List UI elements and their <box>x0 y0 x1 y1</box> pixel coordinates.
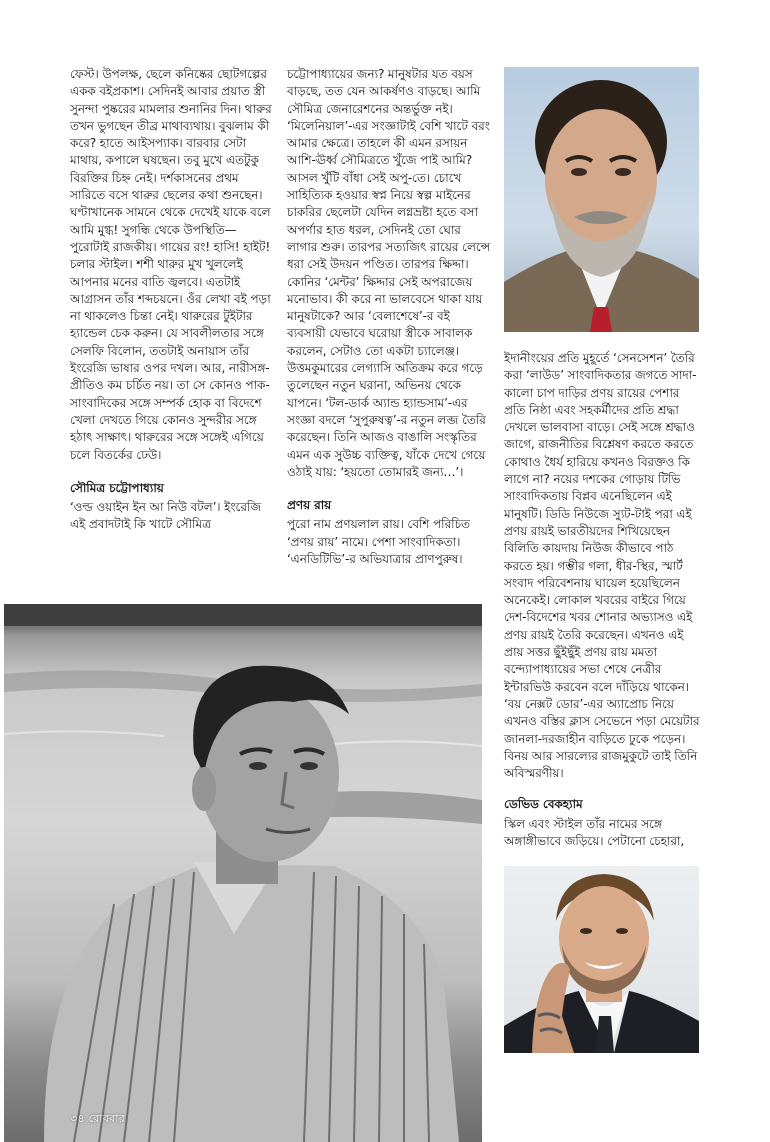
section-heading-beckham: ডেভিড বেকহ্যাম <box>504 797 583 812</box>
section-heading-soumitra: সৌমিত্র চট্টোপাধ্যায় <box>70 480 164 495</box>
article-column-1 <box>70 66 276 534</box>
portrait-photo-prannoy-roy <box>504 67 699 332</box>
body-paragraph: পুরো নাম প্রণয়লাল রায়। বেশি পরিচিত ‘প্রণয় রায়’ নামে। পেশা সাংবাদিকতা। ‘এনডিটিভি’-র অভিযাত্রার প্রাণপুরুষ। <box>287 517 470 567</box>
body-paragraph: চট্টোপাধ্যায়ের জন্য? মানুষটার যত বয়স বাড়ছে, তত যেন আকর্ষণও বাড়ছে। আমি সৌমিত্র জেনারেশনের অন্তর্ভুক্ত নই। ‘মিলেনিয়াল’-এর সংজ্ঞাটাই বেশি খাটে বরং আমার ক্ষেত্রে। তাহলে কী এমন রসায়ন আশি-ঊর্ধ্ব সৌমিত্রতে খুঁজে পাই আমি? আসল খুঁটি বাঁধা সেই অপু-তে। চোখে সাহিত্যিক হওয়ার স্বপ্ন নিয়ে স্বল্প মাইনের চাকরির ছেলেটা যেদিন লগ্নভ্রষ্টা হতে বসা অপর্ণার হাত ধরল, সেদিনই তো ঘোর লাগার শুরু। তারপর সত্যজিৎ রায়ের লেন্সে ধরা সেই উদয়ন পণ্ডিত। তারপর ক্ষিদ্দা। কোনির ‘মেন্টর’ ক্ষিদ্দার সেই অপরাজেয় মনোভাব। কী করে না ভালবেসে থাকা যায় মানুষটাকে? আর ‘বেলাশেষে’-র বই ব্যবসায়ী যেভাবে ঘরোয়া স্ত্রীকে সাবালক করলেন, সেটাও তো একটা চ্যালেঞ্জ। উত্তমকুমারের লেগ্যাসি অতিক্রম করে গড়ে তুলেছেন নতুন ঘরানা, অভিনয় থেকে যাপনে। ‘টল-ডার্ক অ্যান্ড হ্যান্ডসাম’-এর সংজ্ঞা বদলে ‘সুপুরুষত্ব’-র নতুন লব্জ তৈরি করেছেন। তিনি আজও বাঙালি সংস্কৃতির এমন এক সুউচ্চ ব্যক্তিত্ব, যাঁকে দেখে গেয়ে ওঠাই যায়: ‘হয়তো তোমারই জন্য…’। <box>287 67 491 479</box>
body-paragraph: ফেস্ট। উপলক্ষ, ছেলে কনিষ্কের ছোটগল্পের একক বইপ্রকাশ। সেদিনই আবার প্রয়াত স্ত্রী সুনন্দা পুষ্করের মামলার শুনানির দিন। থারুর তখন ভুগছেন তীব্র মাথাব্যথায়। বুঝলাম কী করে? হাতে আইসপ্যাক। বারবার সেটা মাথায়, কপালে ঘষছেন। তবু মুখে এতটুকু বিরক্তির চিহ্ন নেই। দর্শকাসনের প্রথম সারিতে বসে থারুর ছেলের কথা শুনছেন। ঘণ্টাখানেক সামনে থেকে দেখেই যাকে বলে আমি মুগ্ধ! সুগন্ধি থেকে উপস্থিতি— পুরোটাই রাজকীয়। গায়ের রং! হাসি! হাইট! চলার স্টাইল। শশী থারুর মুখ খুললেই আপনার মনের বাতি জ্বলবে। এতটাই আগ্রাসন তাঁর শব্দচয়নে। ওঁর লেখা বই পড়া না থাকলেও চিন্তা নেই। থারুরের টুইটার হ্যান্ডেল চেক করুন। যে সাবলীলতার সঙ্গে সেলফি বিলোন, ততটাই অনায়াস তাঁর ইংরেজি ভাষার ওপর দখল। আর, নারীসঙ্গ-প্রীতিও কম চর্চিত নয়। তা সে কোনও পাক-সাংবাদিকের সঙ্গে সম্পর্ক হোক বা বিদেশে খেলা দেখতে গিয়ে কোনও সুন্দরীর সঙ্গে হঠাৎ সাক্ষাৎ। থারুরের সঙ্গে সঙ্গেই এগিয়ে চলে বিতর্কের ঢেউ। <box>70 67 272 462</box>
body-paragraph: ‘ওল্ড ওয়াইন ইন আ নিউ বটল’। ইংরেজি এই প্রবাদটাই কি খাটে সৌমিত্র <box>70 500 262 532</box>
article-column-2 <box>287 66 491 568</box>
article-column-3 <box>504 350 700 850</box>
body-paragraph: স্কিল এবং স্টাইল তাঁর নামের সঙ্গে অঙ্গাঙ্গীভাবে জড়িয়ে। পেটানো চেহারা, <box>504 816 685 849</box>
portrait-photo-david-beckham <box>504 866 699 1053</box>
page-folio: ৩৪ রোববার <box>70 1112 126 1125</box>
photo-soumitra-chatterjee <box>4 604 482 1142</box>
section-heading-prannoy: প্রণয় রায় <box>287 498 332 513</box>
body-paragraph: ইদানীংয়ের প্রতি মুহূর্তে ‘সেনসেশন’ তৈরি করা ‘লাউড’ সাংবাদিকতার জগতে সাদা-কালো চাপ দাড়ির প্রণয় রায়ের পেশার প্রতি নিষ্ঠা এবং সহকর্মীদের প্রতি শ্রদ্ধা দেখলে ভালবাসা বাড়ে। সেই সঙ্গে শ্রদ্ধাও জাগে, রাজনীতির বিশ্লেষণ করতে করতে কোথাও ধৈর্য হারিয়ে কখনও বিরক্তও কি লাগে না? নয়ের দশকের গোড়ায় টিভি সাংবাদিকতায় বিপ্লব এনেছিলেন এই মানুষটি। ডিডি নিউজে স্যুট-টাই পরা এই প্রণয় রায়ই ভারতীয়দের শিখিয়েছেন বিলিতি কায়দায় নিউজ কীভাবে পাঠ করতে হয়। গম্ভীর গলা, ধীর-স্থির, স্মার্ট সংবাদ পরিবেশনায় ঘায়েল হয়েছিলেন অনেকেই। লোকাল খবরের বাইরে গিয়ে দেশ-বিদেশের খবর শোনার অভ্যাসও এই প্রণয় রায়ই তৈরি করেছেন। এখনও এই প্রায় সত্তর ছুঁইছুঁই প্রণয় রায় মমতা বন্দ্যোপাধ্যায়ের সভা শেষে নেত্রীর ইন্টারভিউ করবেন বলে দাঁড়িয়ে থাকেন। ‘বয় নেক্সট ডোর’-এর অ্যাপ্রোচ নিয়ে এখনও বস্তির ক্লাস সেভেনে পড়া মেয়েটার জানলা-দরজাহীন বাড়িতে ঢুকে পড়েন। বিনয় আর সারল্যের রাজমুকুটে তাই তিনি অবিস্মরণীয়। <box>504 351 700 781</box>
